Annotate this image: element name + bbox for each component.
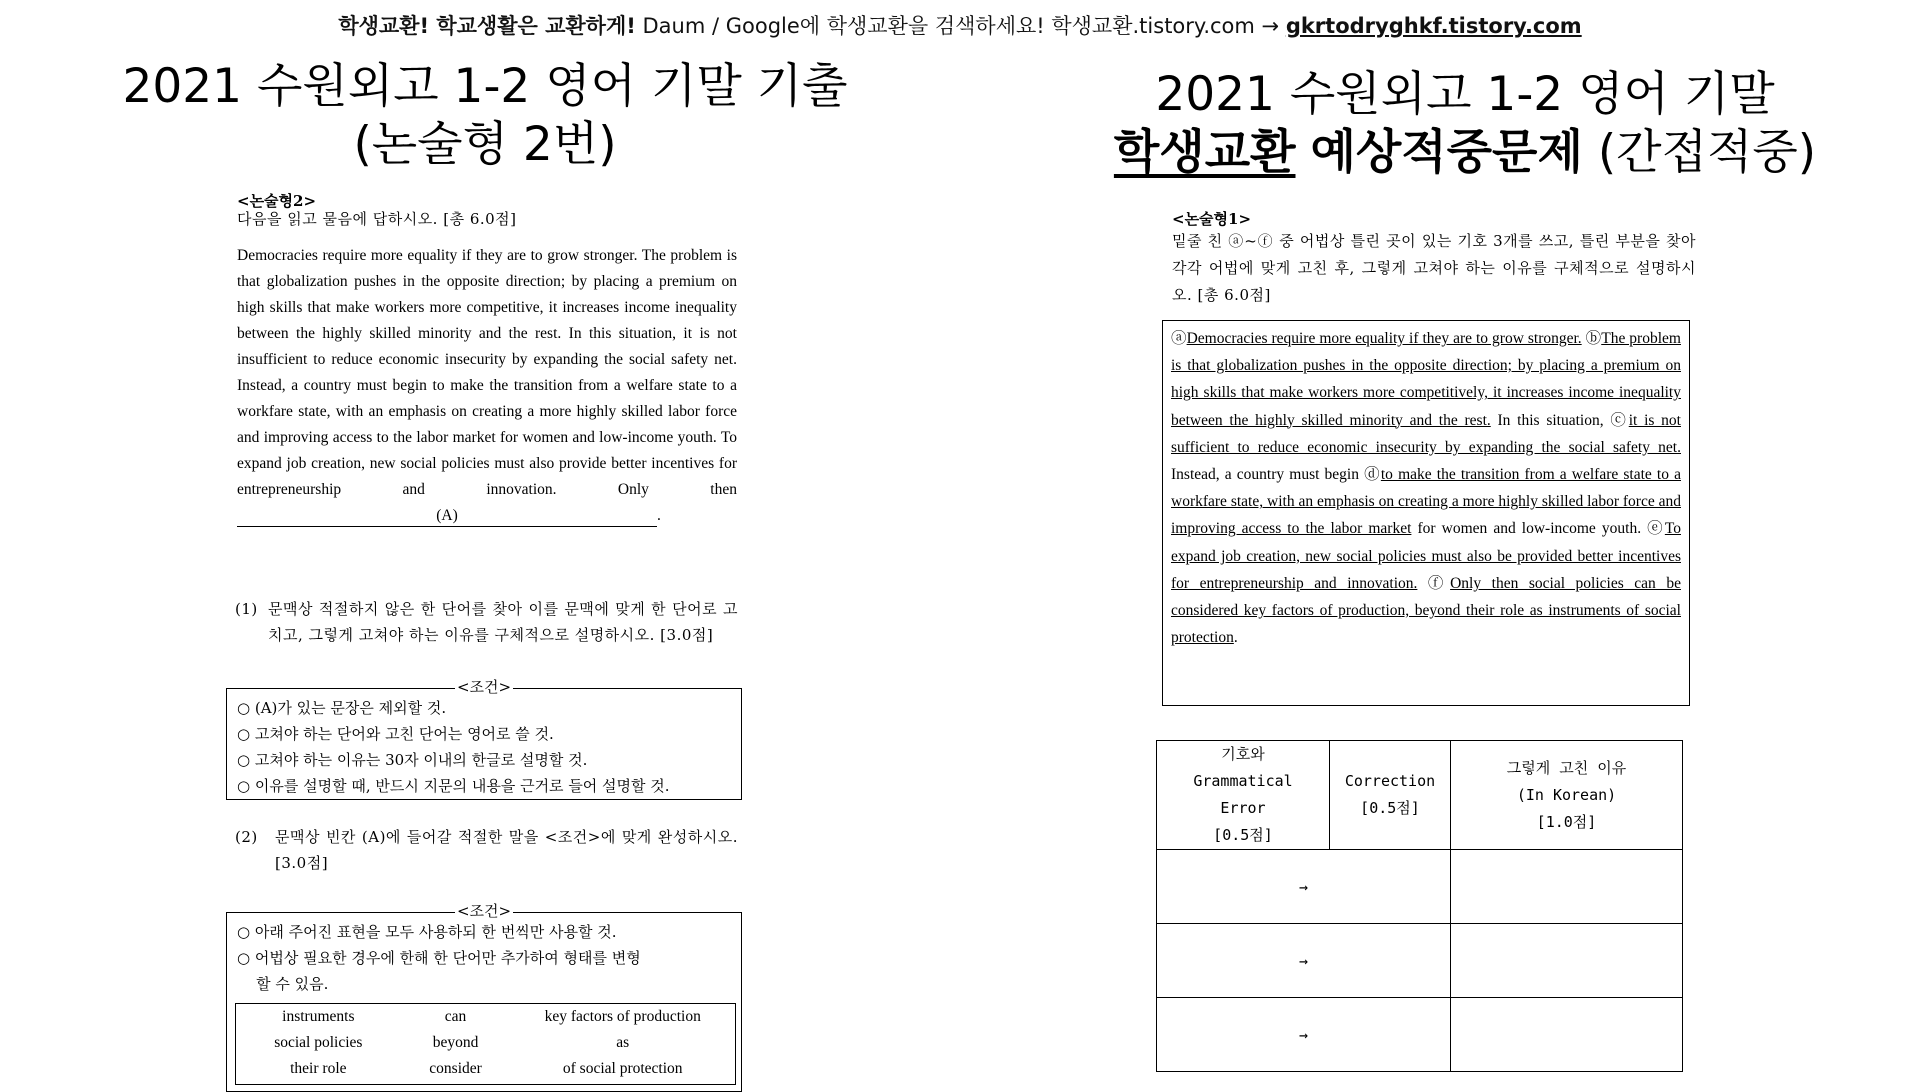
header-error-line: Error bbox=[1220, 799, 1266, 817]
answer-row bbox=[1157, 924, 1683, 998]
top-banner bbox=[0, 10, 1920, 40]
expression-row bbox=[236, 1030, 735, 1056]
header-reason-line: [1.0점] bbox=[1536, 812, 1597, 831]
expression-cell: of social protection bbox=[562, 1060, 683, 1077]
expression-cell: can bbox=[444, 1008, 467, 1025]
left-question-label: <논술형2> bbox=[237, 192, 317, 210]
condition-1-item: ○ 이유를 설명할 때, 반드시 지문의 내용을 근거로 들어 설명할 것. bbox=[237, 777, 670, 795]
underlined-segment: Democracies require more equality if they are to grow stronger. bbox=[1186, 330, 1582, 347]
answer-blank-a bbox=[237, 506, 657, 527]
passage-segment: ⓕ bbox=[1417, 574, 1451, 592]
right-page-title bbox=[1030, 66, 1900, 182]
header-reason-line: 그렇게 고친 이유 bbox=[1506, 758, 1627, 777]
left-passage-end: . bbox=[657, 507, 661, 524]
header-error-line: Grammatical bbox=[1193, 772, 1293, 790]
header-error-line: 기호와 bbox=[1221, 745, 1265, 763]
answer-error-cell[interactable] bbox=[1157, 924, 1451, 998]
left-title-line2: (논술형 2번) bbox=[353, 117, 617, 172]
subquestion-2-text: 문맥상 빈칸 (A)에 들어갈 적절한 말을 <조건>에 맞게 완성하시오. [3.0점] bbox=[275, 828, 738, 872]
blank-label: (A) bbox=[436, 507, 458, 524]
arrow-icon: → bbox=[1298, 877, 1309, 896]
answer-error-cell[interactable] bbox=[1157, 850, 1451, 924]
header-correction-line: Correction bbox=[1344, 772, 1436, 790]
right-question-instruction: 밑줄 친 ⓐ~ⓕ 중 어법상 틀린 곳이 있는 기호 3개를 쓰고, 틀린 부분을 찾아 각각 어법에 맞게 고친 후, 그렇게 고쳐야 하는 이유를 구체적으로 설명하시오. [총 6.0점] bbox=[1172, 232, 1696, 304]
subquestion-1-text: 문맥상 적절하지 않은 한 단어를 찾아 이를 문맥에 맞게 한 단어로 고치고, 그렇게 고쳐야 하는 이유를 구체적으로 설명하시오. [3.0점] bbox=[268, 600, 738, 644]
answer-table bbox=[1156, 740, 1683, 1072]
expression-row bbox=[236, 1004, 735, 1030]
passage-segment: ⓐ bbox=[1171, 330, 1187, 347]
expression-cell: beyond bbox=[432, 1034, 479, 1051]
right-title-line1: 2021 수원외고 1-2 영어 기말 bbox=[1155, 67, 1775, 122]
condition-1-item: ○ 고쳐야 하는 이유는 30자 이내의 한글로 설명할 것. bbox=[237, 751, 588, 769]
arrow-icon: → bbox=[1298, 1025, 1309, 1044]
right-passage bbox=[1171, 325, 1681, 651]
condition-2-item: 할 수 있음. bbox=[237, 975, 329, 993]
answer-reason-cell[interactable] bbox=[1451, 924, 1683, 998]
passage-segment: In this situation, ⓒ bbox=[1490, 411, 1629, 429]
underlined-segment: To expand job creation, new social policies must also be provided better incentives for entrepreneurship and innovation. bbox=[1171, 520, 1681, 592]
expression-cell: their role bbox=[290, 1060, 347, 1077]
passage-segment: . bbox=[1233, 629, 1238, 647]
expression-box bbox=[235, 1003, 736, 1085]
left-page-title bbox=[50, 58, 920, 174]
left-question-instruction: 다음을 읽고 물음에 답하시오. [총 6.0점] bbox=[237, 210, 517, 228]
banner-text: Daum / Google에 학생교환을 검색하세요! 학생교환.tistory.com → bbox=[635, 14, 1286, 38]
expression-cell: instruments bbox=[282, 1008, 355, 1025]
answer-table-header bbox=[1157, 741, 1683, 850]
expression-row bbox=[236, 1056, 735, 1082]
answer-row bbox=[1157, 998, 1683, 1072]
answer-row bbox=[1157, 850, 1683, 924]
banner-link[interactable]: gkrtodryghkf.tistory.com bbox=[1285, 14, 1582, 38]
subquestion-1-number: (1) bbox=[235, 600, 258, 618]
right-passage-box bbox=[1162, 320, 1690, 706]
passage-segment: for women and low-income youth. ⓔ bbox=[1411, 520, 1665, 538]
header-error-line: [0.5점] bbox=[1213, 826, 1273, 844]
expression-cell: consider bbox=[429, 1060, 482, 1077]
condition-title-2: <조건> bbox=[456, 902, 512, 920]
header-reason-line: (In Korean) bbox=[1516, 785, 1617, 804]
header-reason-cell bbox=[1451, 741, 1683, 850]
left-passage bbox=[237, 243, 737, 529]
passage-segment: ⓑ bbox=[1581, 330, 1602, 347]
right-question-label: <논술형1> bbox=[1172, 210, 1252, 228]
answer-error-cell[interactable] bbox=[1157, 998, 1451, 1072]
right-title-highlight: 예상적중문제 bbox=[1310, 125, 1583, 180]
right-title-tail: (간접적중) bbox=[1597, 125, 1817, 180]
passage-segment: Instead, a country must begin ⓓ bbox=[1171, 466, 1381, 484]
answer-reason-cell[interactable] bbox=[1451, 850, 1683, 924]
condition-1-item: ○ 고쳐야 하는 단어와 고친 단어는 영어로 쓸 것. bbox=[237, 725, 554, 743]
left-title-line1: 2021 수원외고 1-2 영어 기말 기출 bbox=[122, 59, 848, 114]
header-correction-cell bbox=[1330, 741, 1451, 850]
answer-reason-cell[interactable] bbox=[1451, 998, 1683, 1072]
header-correction-line: [0.5점] bbox=[1360, 799, 1420, 817]
condition-2-item: ○ 아래 주어진 표현을 모두 사용하되 한 번씩만 사용할 것. bbox=[237, 923, 617, 941]
arrow-icon: → bbox=[1298, 951, 1309, 970]
subquestion-2-number: (2) bbox=[235, 828, 258, 846]
banner-slogan: 학생교환! 학교생활은 교환하게! bbox=[338, 14, 636, 38]
right-title-brand: 학생교환 bbox=[1113, 125, 1296, 180]
expression-cell: key factors of production bbox=[544, 1008, 701, 1025]
condition-1-item: ○ (A)가 있는 문장은 제외할 것. bbox=[237, 699, 447, 717]
underlined-segment: The problem is that globalization pushes in the opposite direction; by placing a premium on high skills that make workers more competitively, it increases income inequality between the highly skilled minority and the rest. bbox=[1171, 330, 1681, 429]
condition-title-1: <조건> bbox=[456, 678, 512, 696]
expression-cell: social policies bbox=[274, 1034, 363, 1051]
expression-cell: as bbox=[616, 1034, 630, 1051]
underlined-segment: it is not sufficient to reduce economic insecurity by expanding the social safety net. bbox=[1171, 411, 1681, 456]
underlined-segment: Only then social policies can be considered key factors of production, beyond their role as instruments of social protection bbox=[1171, 574, 1681, 647]
left-passage-text: Democracies require more equality if they are to grow stronger. The problem is that globalization pushes in the opposite direction; by placing a premium on high skills that make workers more competitive, it increases income inequality between the highly skilled minority and the rest. In this situation, it is not insufficient to reduce economic insecurity by expanding the social safety net. Instead, a country must begin to make the transition from a welfare state to a workfare state, with an emphasis on creating a more highly skilled labor force and improving access to the labor market for women and low-income youth. To expand job creation, new social policies must also provide better incentives for entrepreneurship and innovation. Only then bbox=[237, 247, 737, 498]
header-error-cell bbox=[1157, 741, 1330, 850]
condition-box-1 bbox=[226, 678, 742, 800]
condition-2-item: ○ 어법상 필요한 경우에 한해 한 단어만 추가하여 형태를 변형 bbox=[237, 949, 641, 967]
expression-table bbox=[236, 1004, 735, 1082]
underlined-segment: to make the transition from a welfare state to a workfare state, with an emphasis on creating a more highly skilled labor force and improving access to the labor market bbox=[1171, 466, 1681, 538]
